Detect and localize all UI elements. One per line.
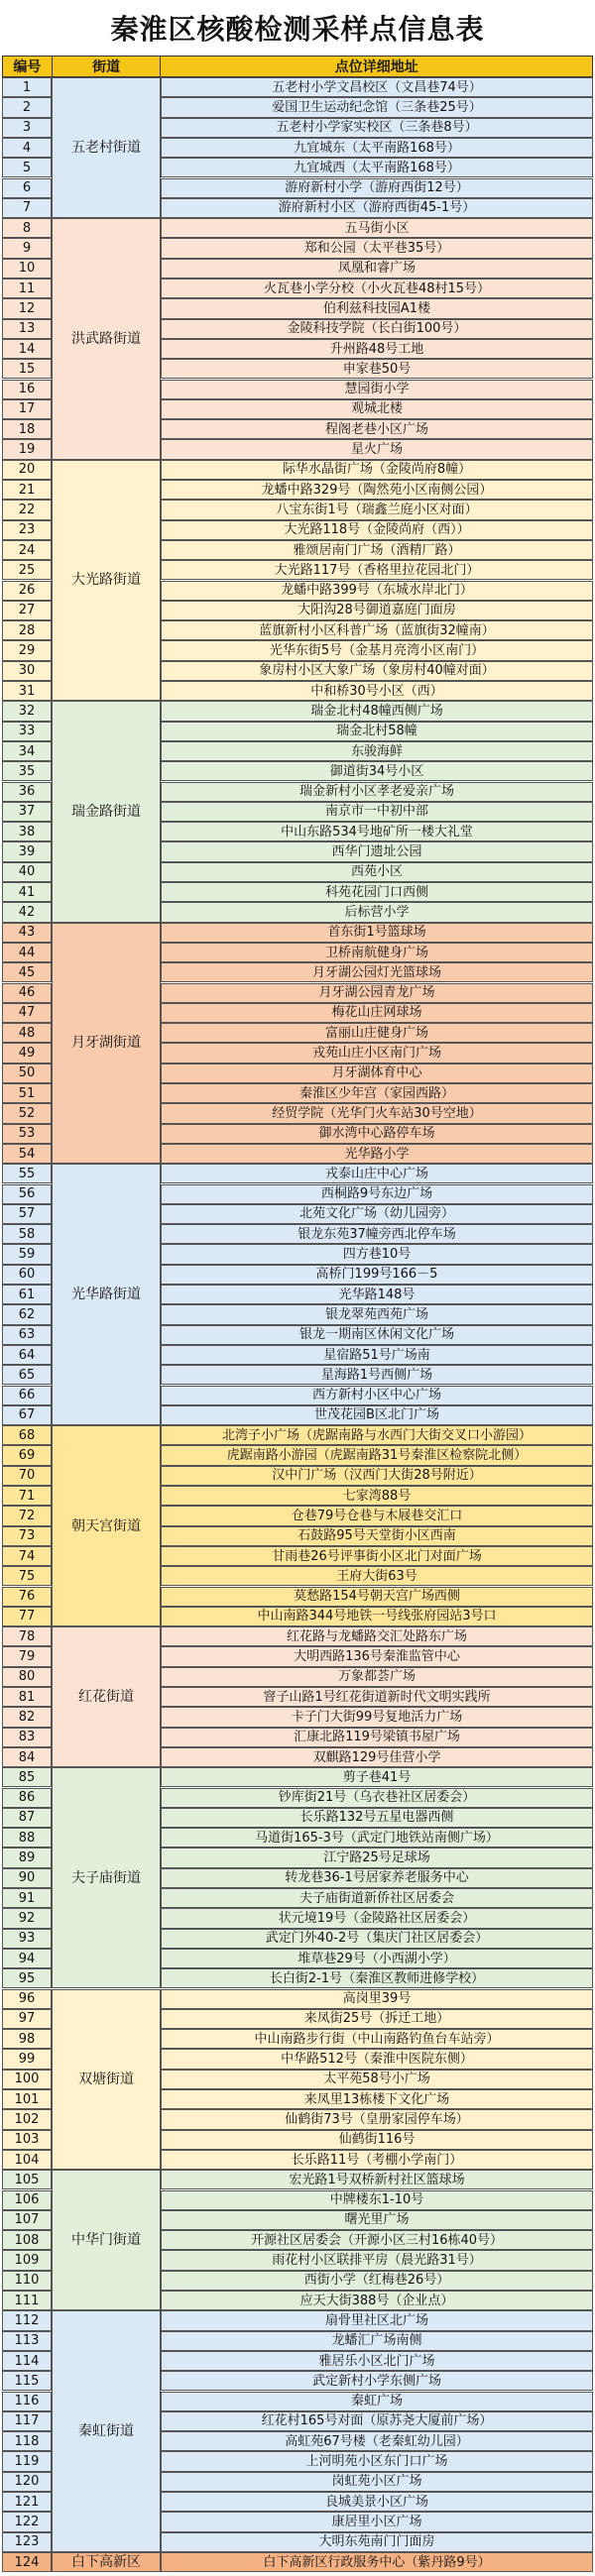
- row-number: 100: [2, 2070, 52, 2089]
- row-address: 马道街165-3号（武定门地铁站南侧广场）: [161, 1828, 593, 1848]
- row-address: 北湾子小广场（虎踞南路与水西门大街交叉口小游园）: [161, 1425, 593, 1445]
- row-address: 七家湾88号: [161, 1486, 593, 1506]
- row-number: 96: [2, 1989, 52, 2009]
- row-number: 41: [2, 882, 52, 902]
- row-address: 光华路小学: [161, 1144, 593, 1164]
- row-number: 101: [2, 2089, 52, 2109]
- row-address: 科苑花园门口西侧: [161, 882, 593, 902]
- row-address: 爱国卫生运动纪念馆（三条巷25号）: [161, 97, 593, 117]
- street-name: 双塘街道: [52, 1989, 161, 2171]
- row-address: 北苑文化广场（幼儿园旁）: [161, 1204, 593, 1224]
- row-address: 星宿路51号广场南: [161, 1345, 593, 1365]
- row-number: 47: [2, 1003, 52, 1023]
- page-title: 秦淮区核酸检测采样点信息表: [110, 13, 485, 46]
- row-address: 高岗里39号: [161, 1989, 593, 2009]
- row-address: 西苑小区: [161, 862, 593, 882]
- row-address: 中和桥30号小区（西）: [161, 681, 593, 701]
- row-address: 星火广场: [161, 439, 593, 459]
- row-number: 2: [2, 97, 52, 117]
- row-address: 升州路48号工地: [161, 339, 593, 359]
- row-address: 月牙湖公园灯光篮球场: [161, 962, 593, 982]
- row-address: 王府大街63号: [161, 1566, 593, 1586]
- row-number: 15: [2, 359, 52, 379]
- row-address: 游府新村小区（游府西街45-1号）: [161, 198, 593, 218]
- row-number: 70: [2, 1466, 52, 1486]
- row-address: 堆草巷29号（小西湖小学）: [161, 1949, 593, 1968]
- row-address: 仙鹤街116号: [161, 2130, 593, 2150]
- row-number: 77: [2, 1607, 52, 1626]
- row-address: 龙蟠汇广场南侧: [161, 2331, 593, 2351]
- row-number: 60: [2, 1265, 52, 1285]
- street-name: 五老村街道: [52, 77, 161, 218]
- row-address: 瑞金北村48幢西侧广场: [161, 701, 593, 721]
- row-number: 9: [2, 238, 52, 258]
- row-address: 来凤街25号（拆迁工地）: [161, 2009, 593, 2029]
- row-number: 85: [2, 1767, 52, 1787]
- row-address: 窨子山路1号红花街道新时代文明实践所: [161, 1687, 593, 1707]
- header-address: 点位详细地址: [334, 59, 418, 75]
- row-number: 5: [2, 158, 52, 177]
- row-address: 万象都荟广场: [161, 1667, 593, 1687]
- row-address: 中山东路534号地矿所一楼大礼堂: [161, 822, 593, 841]
- row-address: 凤凰和睿广场: [161, 259, 593, 279]
- row-address: 首东街1号篮球场: [161, 923, 593, 943]
- row-number: 73: [2, 1526, 52, 1546]
- row-number: 66: [2, 1386, 52, 1405]
- row-address: 大阳沟28号御道嘉庭门面房: [161, 601, 593, 620]
- row-number: 57: [2, 1204, 52, 1224]
- row-address: 五马街小区: [161, 218, 593, 238]
- row-number: 28: [2, 620, 52, 640]
- street-name: 大光路街道: [52, 460, 161, 702]
- row-address: 石鼓路95号天堂街小区西南: [161, 1526, 593, 1546]
- row-number: 69: [2, 1445, 52, 1465]
- row-address: 后标营小学: [161, 902, 593, 922]
- row-number: 108: [2, 2230, 52, 2250]
- row-address: 月牙湖体育中心: [161, 1064, 593, 1083]
- row-address: 岗虹苑小区广场: [161, 2472, 593, 2492]
- row-number: 62: [2, 1304, 52, 1324]
- row-address: 梅花山庄网球场: [161, 1003, 593, 1023]
- row-address: 星海路1号西侧广场: [161, 1365, 593, 1385]
- row-number: 29: [2, 640, 52, 660]
- row-address: 瑞金北村58幢: [161, 722, 593, 741]
- row-address: 西方新村小区中心广场: [161, 1386, 593, 1405]
- row-number: 76: [2, 1587, 52, 1607]
- row-address: 秦淮区少年宫（家园西路）: [161, 1083, 593, 1103]
- row-number: 13: [2, 319, 52, 339]
- row-address: 月牙湖公园青龙广场: [161, 983, 593, 1003]
- row-number: 118: [2, 2431, 52, 2451]
- row-number: 46: [2, 983, 52, 1003]
- row-number: 94: [2, 1949, 52, 1968]
- row-address: 红花路与龙蟠路交汇处路东广场: [161, 1626, 593, 1646]
- row-number: 50: [2, 1064, 52, 1083]
- row-address: 火瓦巷小学分校（小火瓦巷48村15号）: [161, 279, 593, 298]
- row-number: 52: [2, 1103, 52, 1123]
- row-address: 武定新村小学东侧广场: [161, 2371, 593, 2391]
- row-number: 106: [2, 2190, 52, 2210]
- street-name: 朝天宫街道: [52, 1425, 161, 1626]
- row-address: 长白街2-1号（秦淮区教师进修学校）: [161, 1968, 593, 1988]
- row-number: 27: [2, 601, 52, 620]
- row-address: 戎泰山庄中心广场: [161, 1164, 593, 1183]
- row-number: 109: [2, 2250, 52, 2270]
- row-number: 95: [2, 1968, 52, 1988]
- row-address: 雅居乐小区北门广场: [161, 2351, 593, 2371]
- row-number: 16: [2, 380, 52, 399]
- street-name: 瑞金路街道: [52, 701, 161, 922]
- street-name: 光华路街道: [52, 1164, 161, 1425]
- row-number: 79: [2, 1646, 52, 1666]
- row-address: 扇骨里社区北广场: [161, 2310, 593, 2330]
- row-address: 大光路117号（香格里拉花园北门）: [161, 560, 593, 580]
- row-number: 38: [2, 822, 52, 841]
- row-number: 49: [2, 1043, 52, 1063]
- row-address: 银龙一期南区休闲文化广场: [161, 1325, 593, 1345]
- row-address: 仙鹤街73号（皇册家园停车场）: [161, 2109, 593, 2129]
- row-address: 汇康北路119号梁镇书屋广场: [161, 1728, 593, 1747]
- row-address: 四方巷10号: [161, 1244, 593, 1264]
- row-address: 大明西路136号秦淮监管中心: [161, 1646, 593, 1666]
- row-address: 中牌楼东1-10号: [161, 2190, 593, 2210]
- row-number: 10: [2, 259, 52, 279]
- row-number: 22: [2, 500, 52, 519]
- row-number: 40: [2, 862, 52, 882]
- row-address: 中华路512号（秦淮中医院东侧）: [161, 2049, 593, 2069]
- row-number: 84: [2, 1747, 52, 1767]
- row-address: 五老村小学文昌校区（文昌巷74号）: [161, 77, 593, 97]
- row-address: 游府新村小学（游府西街12号）: [161, 178, 593, 198]
- row-number: 54: [2, 1144, 52, 1164]
- row-number: 55: [2, 1164, 52, 1183]
- row-number: 44: [2, 943, 52, 962]
- row-address: 宏光路1号双桥新村社区篮球场: [161, 2170, 593, 2189]
- row-address: 太平苑58号小广场: [161, 2070, 593, 2089]
- row-number: 33: [2, 722, 52, 741]
- row-number: 91: [2, 1888, 52, 1908]
- row-number: 53: [2, 1124, 52, 1144]
- row-number: 117: [2, 2411, 52, 2431]
- street-name: 秦虹街道: [52, 2310, 161, 2552]
- row-address: 秦虹广场: [161, 2392, 593, 2411]
- row-address: 龙蟠中路399号（东城水岸北门）: [161, 581, 593, 601]
- row-address: 长乐路132号五星电器西侧: [161, 1808, 593, 1828]
- row-address: 中山南路步行街（中山南路钓鱼台车站旁）: [161, 2029, 593, 2049]
- street-name: 洪武路街道: [52, 218, 161, 460]
- row-number: 83: [2, 1728, 52, 1747]
- row-address: 九宜城东（太平南路168号）: [161, 138, 593, 158]
- row-number: 3: [2, 118, 52, 138]
- row-number: 72: [2, 1506, 52, 1525]
- row-address: 世茂花园B区北门广场: [161, 1405, 593, 1425]
- row-number: 119: [2, 2451, 52, 2471]
- row-number: 86: [2, 1788, 52, 1808]
- row-address: 银龙东苑37幢旁西北停车场: [161, 1224, 593, 1244]
- row-address: 仓巷79号仓巷与木屐巷交汇口: [161, 1506, 593, 1525]
- row-number: 39: [2, 841, 52, 861]
- street-name: 中华门街道: [52, 2170, 161, 2310]
- row-number: 105: [2, 2170, 52, 2189]
- row-number: 7: [2, 198, 52, 218]
- row-number: 58: [2, 1224, 52, 1244]
- row-address: 红花村165号对面（原苏尧大厦前广场）: [161, 2411, 593, 2431]
- row-address: 西华门遗址公园: [161, 841, 593, 861]
- row-number: 113: [2, 2331, 52, 2351]
- row-number: 6: [2, 178, 52, 198]
- row-number: 112: [2, 2310, 52, 2330]
- row-number: 64: [2, 1345, 52, 1365]
- row-number: 26: [2, 581, 52, 601]
- row-number: 103: [2, 2130, 52, 2150]
- row-number: 71: [2, 1486, 52, 1506]
- row-number: 97: [2, 2009, 52, 2029]
- row-number: 99: [2, 2049, 52, 2069]
- row-number: 75: [2, 1566, 52, 1586]
- row-address: 金陵科技学院（长白街100号）: [161, 319, 593, 339]
- row-address: 长乐路11号（考棚小学南门）: [161, 2150, 593, 2170]
- row-number: 31: [2, 681, 52, 701]
- row-number: 14: [2, 339, 52, 359]
- header-number: 编号: [3, 56, 53, 76]
- row-number: 42: [2, 902, 52, 922]
- row-address: 南京市一中初中部: [161, 802, 593, 822]
- row-address: 来凤里13栋楼下文化广场: [161, 2089, 593, 2109]
- row-address: 银龙翠苑西苑广场: [161, 1304, 593, 1324]
- row-number: 116: [2, 2392, 52, 2411]
- row-address: 卫桥南航健身广场: [161, 943, 593, 962]
- row-address: 程阁老巷小区广场: [161, 419, 593, 439]
- row-number: 111: [2, 2291, 52, 2310]
- row-address: 剪子巷41号: [161, 1767, 593, 1787]
- row-number: 32: [2, 701, 52, 721]
- row-address: 西桐路9号东边广场: [161, 1184, 593, 1204]
- row-address: 东骏海鲜: [161, 741, 593, 761]
- row-address: 应天大街388号（企业点）: [161, 2291, 593, 2310]
- row-address: 象房村小区大象广场（象房村40幢对面）: [161, 661, 593, 681]
- row-number: 51: [2, 1083, 52, 1103]
- row-address: 五老村小学家实校区（三条巷8号）: [161, 118, 593, 138]
- row-number: 17: [2, 399, 52, 419]
- row-number: 122: [2, 2512, 52, 2531]
- row-address: 卡子门大街99号复地活力广场: [161, 1707, 593, 1727]
- row-number: 89: [2, 1848, 52, 1867]
- row-address: 郑和公园（太平巷35号）: [161, 238, 593, 258]
- table-header: [2, 56, 593, 77]
- row-address: 八宝东街1号（瑞鑫兰庭小区对面）: [161, 500, 593, 519]
- row-address: 钞库街21号（乌衣巷社区居委会）: [161, 1788, 593, 1808]
- row-number: 11: [2, 279, 52, 298]
- row-number: 56: [2, 1184, 52, 1204]
- row-address: 大光路118号（金陵尚府（西））: [161, 520, 593, 540]
- street-name: 月牙湖街道: [52, 923, 161, 1165]
- row-address: 观城北楼: [161, 399, 593, 419]
- row-number: 92: [2, 1908, 52, 1928]
- row-number: 20: [2, 460, 52, 480]
- row-number: 120: [2, 2472, 52, 2492]
- row-number: 81: [2, 1687, 52, 1707]
- row-number: 30: [2, 661, 52, 681]
- row-number: 4: [2, 138, 52, 158]
- row-address: 大明东苑南门门面房: [161, 2532, 593, 2552]
- row-address: 莫愁路154号朝天宫广场西侧: [161, 1587, 593, 1607]
- row-address: 康居里小区广场: [161, 2512, 593, 2531]
- row-address: 武定门外40-2号（集庆门社区居委会）: [161, 1929, 593, 1949]
- row-address: 申家巷50号: [161, 359, 593, 379]
- header-street: 街道: [53, 56, 162, 76]
- street-name: 夫子庙街道: [52, 1767, 161, 1988]
- street-name: 白下高新区: [52, 2552, 161, 2572]
- row-number: 80: [2, 1667, 52, 1687]
- row-address: 曙光里广场: [161, 2210, 593, 2230]
- row-address: 雅颂居南门广场（酒精厂路）: [161, 540, 593, 560]
- row-address: 龙蟠中路329号（陶然苑小区南侧公园）: [161, 480, 593, 500]
- row-number: 98: [2, 2029, 52, 2049]
- row-number: 110: [2, 2271, 52, 2291]
- row-number: 12: [2, 298, 52, 318]
- row-address: 慧园街小学: [161, 380, 593, 399]
- row-address: 蓝旗新村小区科普广场（蓝旗街32幢南）: [161, 620, 593, 640]
- row-number: 102: [2, 2109, 52, 2129]
- row-number: 48: [2, 1023, 52, 1043]
- row-number: 21: [2, 480, 52, 500]
- row-number: 90: [2, 1868, 52, 1888]
- row-number: 25: [2, 560, 52, 580]
- row-number: 61: [2, 1285, 52, 1304]
- row-address: 白下高新区行政服务中心（紫丹路9号）: [161, 2552, 593, 2572]
- row-number: 43: [2, 923, 52, 943]
- row-address: 开源社区居委会（开源小区三村16栋40号）: [161, 2230, 593, 2250]
- row-address: 上河明苑小区东门口广场: [161, 2451, 593, 2471]
- row-address: 经贸学院（光华门火车站30号空地）: [161, 1103, 593, 1123]
- row-number: 115: [2, 2371, 52, 2391]
- row-address: 九宜城西（太平南路168号）: [161, 158, 593, 177]
- row-number: 35: [2, 761, 52, 781]
- row-number: 123: [2, 2532, 52, 2552]
- row-address: 汉中门广场（汉西门大街28号附近）: [161, 1466, 593, 1486]
- row-address: 状元境19号（金陵路社区居委会）: [161, 1908, 593, 1928]
- street-name: 红花街道: [52, 1626, 161, 1767]
- row-address: 光华路148号: [161, 1285, 593, 1304]
- row-number: 1: [2, 77, 52, 97]
- row-number: 24: [2, 540, 52, 560]
- row-address: 良城美景小区广场: [161, 2492, 593, 2512]
- row-number: 74: [2, 1546, 52, 1566]
- row-number: 19: [2, 439, 52, 459]
- row-address: 高虹苑67号楼（老秦虹幼儿园）: [161, 2431, 593, 2451]
- row-number: 37: [2, 802, 52, 822]
- row-number: 45: [2, 962, 52, 982]
- row-number: 124: [2, 2552, 52, 2572]
- row-number: 34: [2, 741, 52, 761]
- row-address: 伯利兹科技园A1楼: [161, 298, 593, 318]
- row-address: 虎踞南路小游园（虎踞南路31号秦淮区检察院北侧）: [161, 1445, 593, 1465]
- row-number: 59: [2, 1244, 52, 1264]
- row-number: 67: [2, 1405, 52, 1425]
- row-address: 光华东街5号（金基月亮湾小区南门）: [161, 640, 593, 660]
- row-number: 82: [2, 1707, 52, 1727]
- row-address: 夫子庙街道新侨社区居委会: [161, 1888, 593, 1908]
- row-number: 65: [2, 1365, 52, 1385]
- row-number: 23: [2, 520, 52, 540]
- row-address: 瑞金新村小区孝老爱亲广场: [161, 782, 593, 802]
- row-address: 西街小学（红梅巷26号）: [161, 2271, 593, 2291]
- row-number: 68: [2, 1425, 52, 1445]
- row-number: 36: [2, 782, 52, 802]
- row-number: 93: [2, 1929, 52, 1949]
- row-address: 御道街34号小区: [161, 761, 593, 781]
- row-address: 甘雨巷26号评事街小区北门对面广场: [161, 1546, 593, 1566]
- row-number: 18: [2, 419, 52, 439]
- row-number: 87: [2, 1808, 52, 1828]
- row-address: 转龙巷36-1号居家养老服务中心: [161, 1868, 593, 1888]
- row-address: 高桥门199号166－5: [161, 1265, 593, 1285]
- row-address: 御水湾中心路停车场: [161, 1124, 593, 1144]
- row-address: 中山南路344号地铁一号线张府园站3号口: [161, 1607, 593, 1626]
- row-address: 江宁路25号足球场: [161, 1848, 593, 1867]
- row-address: 双麒路129号佳营小学: [161, 1747, 593, 1767]
- row-address: 戎苑山庄小区南门广场: [161, 1043, 593, 1063]
- row-number: 114: [2, 2351, 52, 2371]
- row-number: 88: [2, 1828, 52, 1848]
- row-number: 107: [2, 2210, 52, 2230]
- row-number: 63: [2, 1325, 52, 1345]
- row-number: 121: [2, 2492, 52, 2512]
- row-address: 富丽山庄健身广场: [161, 1023, 593, 1043]
- row-number: 8: [2, 218, 52, 238]
- row-number: 104: [2, 2150, 52, 2170]
- row-number: 78: [2, 1626, 52, 1646]
- row-address: 雨花村小区联排平房（晨光路31号）: [161, 2250, 593, 2270]
- row-address: 际华水晶街广场（金陵尚府8幢）: [161, 460, 593, 480]
